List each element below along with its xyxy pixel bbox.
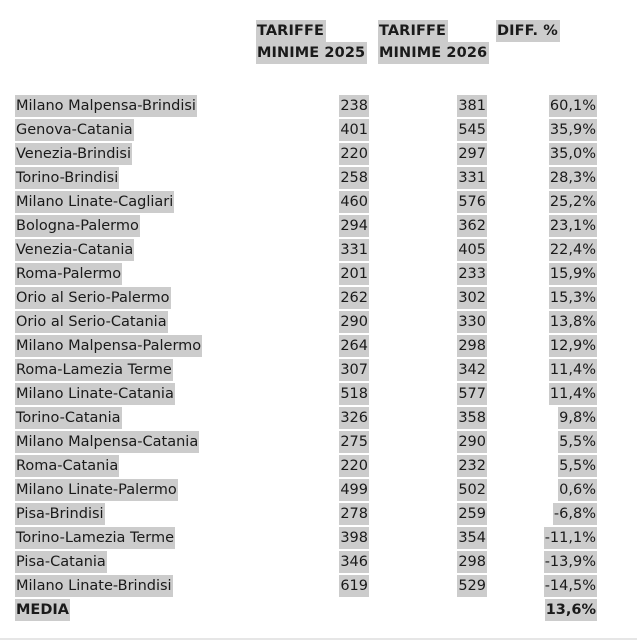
fare-2026-cell: 298 (457, 551, 487, 573)
fare-2025-cell: 518 (339, 383, 369, 405)
fare-2026-cell: 290 (457, 431, 487, 453)
route-cell: Milano Malpensa-Palermo (15, 335, 202, 357)
diff-cell: 25,2% (549, 191, 597, 213)
diff-cell: 35,0% (549, 143, 597, 165)
route-cell: Torino-Catania (15, 407, 122, 429)
fare-2026-cell: 302 (457, 287, 487, 309)
diff-cell: 15,9% (549, 263, 597, 285)
diff-cell: 5,5% (558, 431, 597, 453)
fare-2026-cell: 342 (457, 359, 487, 381)
table-row (0, 358, 637, 382)
diff-cell: 5,5% (558, 455, 597, 477)
route-cell: Roma-Palermo (15, 263, 122, 285)
fare-2025-cell: 278 (339, 503, 369, 525)
table-row (0, 550, 637, 574)
table-row (0, 502, 637, 526)
table-row (0, 94, 637, 118)
fare-2025-cell: 398 (339, 527, 369, 549)
fare-2026-cell: 577 (457, 383, 487, 405)
route-cell: Milano Linate-Cagliari (15, 191, 174, 213)
fare-2025-cell: 346 (339, 551, 369, 573)
table-row (0, 214, 637, 238)
table-row (0, 190, 637, 214)
diff-cell: 60,1% (549, 95, 597, 117)
header-2025-line1: TARIFFE (256, 20, 326, 42)
table-row (0, 238, 637, 262)
fare-2025-cell: 331 (339, 239, 369, 261)
diff-cell: 28,3% (549, 167, 597, 189)
fare-2026-cell: 331 (457, 167, 487, 189)
header-tariffe-2026 (378, 20, 489, 64)
table-row (0, 382, 637, 406)
summary-row (0, 598, 637, 622)
table-row (0, 310, 637, 334)
fare-2026-cell: 381 (457, 95, 487, 117)
diff-cell: 9,8% (558, 407, 597, 429)
header-tariffe-2025 (256, 20, 367, 64)
fare-2026-cell: 529 (457, 575, 487, 597)
route-cell: Milano Linate-Brindisi (15, 575, 173, 597)
summary-label: MEDIA (15, 599, 70, 621)
route-cell: Bologna-Palermo (15, 215, 140, 237)
route-cell: Genova-Catania (15, 119, 134, 141)
diff-cell: 13,8% (549, 311, 597, 333)
fare-2025-cell: 238 (339, 95, 369, 117)
fare-2025-cell: 258 (339, 167, 369, 189)
fare-2025-cell: 460 (339, 191, 369, 213)
diff-cell: -13,9% (544, 551, 597, 573)
route-cell: Torino-Brindisi (15, 167, 119, 189)
fare-2026-cell: 545 (457, 119, 487, 141)
diff-cell: 15,3% (549, 287, 597, 309)
fare-2025-cell: 264 (339, 335, 369, 357)
header-2025-line2: MINIME 2025 (256, 42, 367, 64)
table-row (0, 406, 637, 430)
route-cell: Milano Linate-Palermo (15, 479, 178, 501)
fare-2026-cell: 502 (457, 479, 487, 501)
diff-cell: -6,8% (553, 503, 597, 525)
fare-2025-cell: 294 (339, 215, 369, 237)
header-diff-label: DIFF. % (496, 20, 560, 42)
route-cell: Milano Linate-Catania (15, 383, 175, 405)
route-cell: Orio al Serio-Catania (15, 311, 168, 333)
route-cell: Roma-Lamezia Terme (15, 359, 173, 381)
fare-2025-cell: 220 (339, 143, 369, 165)
fare-2026-cell: 358 (457, 407, 487, 429)
fares-table (0, 94, 637, 622)
diff-cell: 11,4% (549, 383, 597, 405)
route-cell: Orio al Serio-Palermo (15, 287, 171, 309)
route-cell: Pisa-Brindisi (15, 503, 105, 525)
fare-2025-cell: 499 (339, 479, 369, 501)
table-row (0, 574, 637, 598)
route-cell: Roma-Catania (15, 455, 119, 477)
diff-cell: 23,1% (549, 215, 597, 237)
fare-2026-cell: 233 (457, 263, 487, 285)
diff-cell: 11,4% (549, 359, 597, 381)
fare-2026-cell: 297 (457, 143, 487, 165)
table-row (0, 334, 637, 358)
fare-2026-cell: 330 (457, 311, 487, 333)
fare-2025-cell: 326 (339, 407, 369, 429)
diff-cell: 12,9% (549, 335, 597, 357)
table-row (0, 142, 637, 166)
fare-2025-cell: 201 (339, 263, 369, 285)
table-row (0, 430, 637, 454)
fare-2025-cell: 262 (339, 287, 369, 309)
header-2026-line2: MINIME 2026 (378, 42, 489, 64)
fare-2025-cell: 619 (339, 575, 369, 597)
table-row (0, 454, 637, 478)
fare-2025-cell: 220 (339, 455, 369, 477)
fare-2025-cell: 307 (339, 359, 369, 381)
fare-2026-cell: 362 (457, 215, 487, 237)
fare-2026-cell: 576 (457, 191, 487, 213)
fare-2026-cell: 259 (457, 503, 487, 525)
header-2026-line1: TARIFFE (378, 20, 448, 42)
route-cell: Milano Malpensa-Brindisi (15, 95, 197, 117)
fare-2026-cell: 232 (457, 455, 487, 477)
fare-2025-cell: 401 (339, 119, 369, 141)
fare-2026-cell: 298 (457, 335, 487, 357)
diff-cell: -14,5% (544, 575, 597, 597)
fare-2026-cell: 405 (457, 239, 487, 261)
table-row (0, 478, 637, 502)
route-cell: Venezia-Brindisi (15, 143, 132, 165)
route-cell: Venezia-Catania (15, 239, 134, 261)
table-row (0, 262, 637, 286)
route-cell: Torino-Lamezia Terme (15, 527, 175, 549)
diff-cell: -11,1% (544, 527, 597, 549)
header-diff (496, 20, 560, 42)
table-row (0, 526, 637, 550)
diff-cell: 0,6% (558, 479, 597, 501)
fare-2025-cell: 275 (339, 431, 369, 453)
diff-cell: 35,9% (549, 119, 597, 141)
summary-diff: 13,6% (545, 599, 597, 621)
route-cell: Pisa-Catania (15, 551, 107, 573)
table-row (0, 118, 637, 142)
route-cell: Milano Malpensa-Catania (15, 431, 199, 453)
fare-2025-cell: 290 (339, 311, 369, 333)
fare-2026-cell: 354 (457, 527, 487, 549)
table-row (0, 166, 637, 190)
table-row (0, 286, 637, 310)
diff-cell: 22,4% (549, 239, 597, 261)
